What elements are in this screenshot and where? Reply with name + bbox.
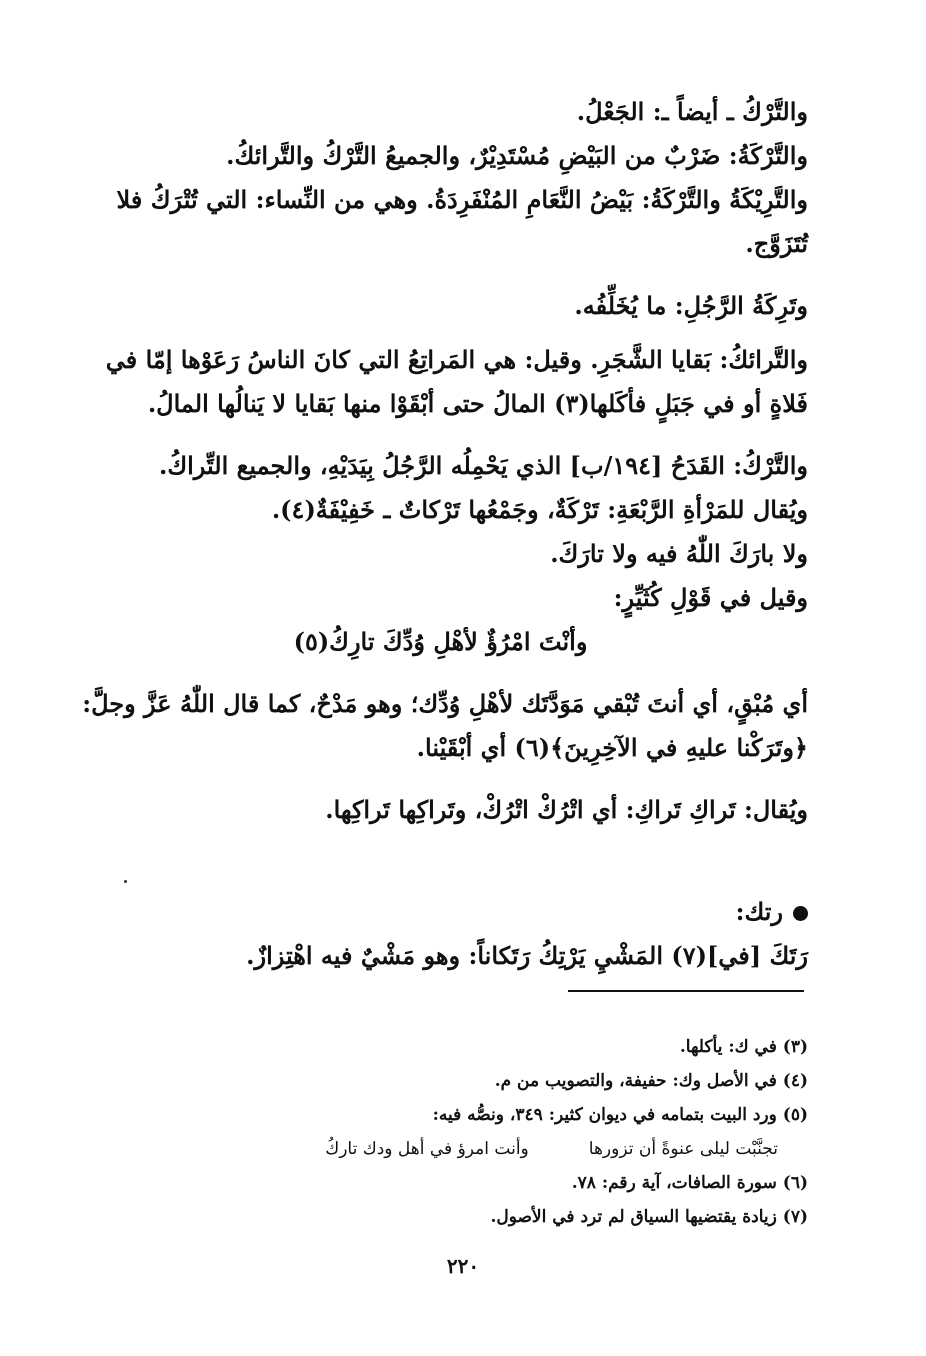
entry-line-8: ولا بارَكَ اللّٰهُ فيه ولا تارَكَ. [550,539,808,568]
entry-line-3: والتَّرِيْكَةُ والتَّرْكَةُ: بَيْضُ النَّعَامِ المُنْفَرِدَةُ. وهي من النِّساء: التي تُتْرَكُ فلا تُتَزَوَّج. [116,185,808,258]
entry-line-2: والتَّرْكَةُ: ضَرْبٌ من البَيْضِ مُسْتَدِيْرٌ، والجميعُ التَّرْكُ والتَّرائكُ. [226,141,808,170]
footnote-5-verse-first-hemistich: تجنَّبْت ليلى عنوةً أن تزورها [588,1139,778,1159]
entry-line-1: والتَّرْكُ ـ أيضاً ـ: الجَعْلُ. [576,97,808,126]
footnote-5-verse [73,1132,808,1166]
entry-line-10: أي مُبْقٍ، أي أنتَ تُبْقي مَوَدَّتَك لأهْلِ وُدِّك؛ وهو مَدْحٌ، كما قال اللّٰهُ عَزَّ وجلَّ: ﴿وتَرَكْنا عليهِ في الآخِرِينَ﴾(٦) أي أبْقَيْنا. [82,689,808,762]
footnote-4: (٤) في الأصل وك: حفيفة، والتصويب من م. [494,1071,808,1091]
entry-line-5: والتَّرائكُ: بَقايا الشَّجَرِ. وقيل: هي المَراتِعُ التي كانَ الناسُ رَعَوْها إمّا في فَلاةٍ أو في جَبَلٍ فأكَلها(٣) المالُ حتى أبْقَوْا منها بَقايا لا يَنالُها المالُ. [105,345,808,418]
bullet-icon [793,906,808,921]
footnotes [73,1030,808,1234]
headword-label: رتك: [735,897,783,926]
entry-line-7: ويُقال للمَرْأةِ الرَّبْعَةِ: تَرْكَةٌ، وجَمْعُها تَرْكاتٌ ـ خَفِيْفَةٌ(٤). [271,495,808,524]
footnote-5: (٥) ورد البيت بتمامه في ديوان كثير: ٣٤٩، ونصُّه فيه: [432,1105,808,1125]
entry-line-11: ويُقال: تَراكِ تَراكِ: أي اتْرُكْ اتْرُكْ، وتَراكِها تَراكِها. [325,795,808,824]
footnote-3: (٣) في ك: يأكلها. [679,1037,808,1057]
stray-dot [124,880,127,883]
footnote-5-verse-second-hemistich: وأنت امرؤ في أهل ودك تاركُ [325,1139,529,1159]
entry-line-12: رَتَكَ [في](٧) المَشْيِ يَرْتِكُ رَتَكاناً: وهو مَشْيٌ فيه اهْتِزازٌ. [246,941,808,970]
main-text [73,90,808,978]
entry-line-4: وتَرِكَةُ الرَّجُلِ: ما يُخَلِّفُه. [574,291,808,320]
entry-line-6: والتَّرْكُ: القَدَحُ [١٩٤/ب] الذي يَحْمِلُه الرَّجُلُ بِيَدَيْهِ، والجميع التِّراكُ. [159,451,808,480]
footnote-7: (٧) زيادة يقتضيها السياق لم ترد في الأصول. [490,1207,808,1227]
entry-line-9: وقيل في قَوْلِ كُثَيِّرٍ: [613,583,808,612]
poetry-verse: وأنْتَ امْرُؤٌ لأهْلِ وُدِّكَ تارِكُ(٥) [293,627,588,656]
page-number: ٢٢٠ [446,1254,480,1278]
footnote-6: (٦) سورة الصافات، آية رقم: ٧٨. [571,1173,808,1193]
headword-ratak [73,890,808,934]
footnote-divider [568,990,804,992]
